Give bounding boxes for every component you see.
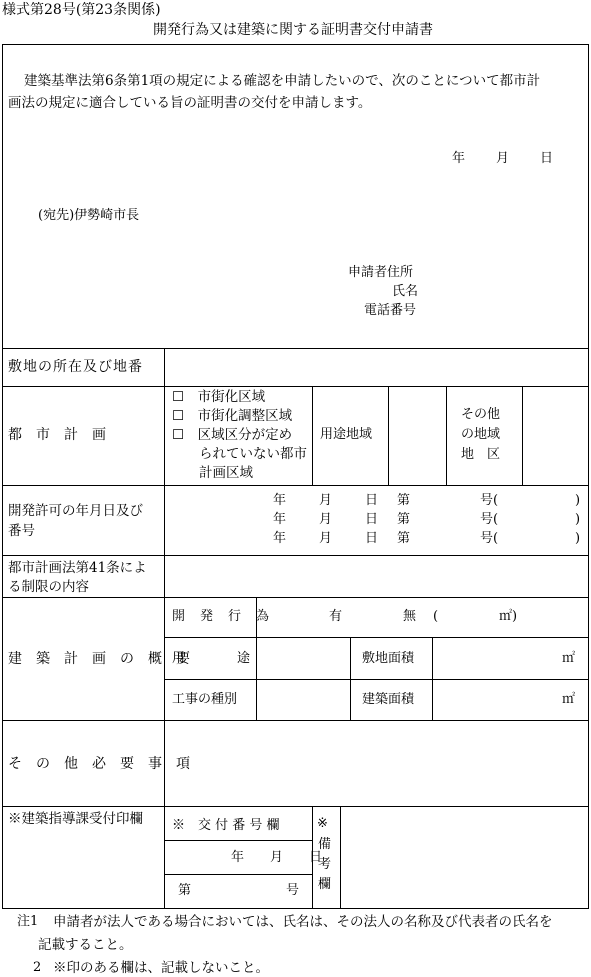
- date-month: 月: [496, 151, 510, 166]
- building-area-label: 建築面積: [362, 692, 415, 707]
- issue-dai: 第: [178, 883, 192, 898]
- rule-other-zone-right: [522, 386, 523, 485]
- article41-label: [8, 559, 147, 597]
- dev-paren-open: (: [433, 609, 439, 624]
- applicant-name-label: 氏名: [392, 284, 419, 299]
- use-zone-label: 用途地域: [320, 427, 373, 442]
- note1-line1: 申請者が法人である場合においては、氏名は、その法人の名称及び代表者の氏名を: [53, 914, 553, 930]
- dev-act-label: 開 発 行 為: [172, 609, 271, 624]
- issue-go: 号: [286, 883, 300, 898]
- permit-close: ): [575, 531, 581, 546]
- remarks-label: 備考欄: [318, 837, 332, 892]
- permit-month: 月: [319, 531, 333, 546]
- note1-prefix: 注1: [17, 914, 39, 929]
- other-items-label: そ の 他 必 要 事 項: [8, 756, 190, 772]
- rule-use: [164, 679, 589, 680]
- issue-month-day: 年 月 日: [231, 850, 323, 865]
- rule-label-column: [164, 348, 165, 909]
- rule-permit: [2, 555, 589, 556]
- reception-stamp-label: ※建築指導課受付印欄: [8, 811, 143, 827]
- note2-text: ※印のある欄は、記載しないこと。: [53, 960, 269, 976]
- permit-day: 日: [365, 531, 379, 546]
- rule-issue-number: [164, 840, 312, 841]
- date-day: 日: [540, 151, 554, 166]
- dev-no: 無: [403, 609, 417, 624]
- permit-dai: 第: [397, 531, 411, 546]
- rule-plan-area-label: [432, 637, 433, 720]
- dev-unit: ㎡): [499, 609, 518, 624]
- article41-line-2: る制限の内容: [8, 579, 89, 595]
- note1-line2: 記載すること。: [38, 937, 133, 953]
- rule-dev-act: [164, 637, 589, 638]
- form-number: 様式第28号(第23条関係): [2, 2, 161, 18]
- site-area-label: 敷地面積: [362, 651, 415, 666]
- intro-line-2: 画法の規定に適合している旨の証明書の交付を申請します。: [8, 95, 372, 111]
- applicant-address-label: 申請者住所: [348, 265, 414, 280]
- other-zone-line-1: その他: [461, 407, 501, 422]
- permit-dai: 第: [397, 493, 411, 508]
- permit-close: ): [575, 493, 581, 508]
- dev-yes: 有: [329, 609, 343, 624]
- rule-use-zone-right: [388, 386, 389, 485]
- site-area-unit: ㎡: [562, 651, 576, 666]
- permit-month: 月: [319, 512, 333, 527]
- article41-line-1: 都市計画法第41条によ: [8, 560, 147, 576]
- rule-remarks-right: [340, 806, 341, 909]
- site-location-label: 敷地の所在及び地番: [8, 359, 143, 375]
- permit-day: 日: [365, 512, 379, 527]
- zone-urbanization-control: ☐ 市街化調整区域: [172, 408, 293, 424]
- intro-line-1: 建築基準法第6条第1項の規定による確認を申請したいので、次のことについて都市計: [24, 73, 541, 89]
- addressee: (宛先)伊勢崎市長: [38, 208, 140, 223]
- building-area-unit: ㎡: [562, 692, 576, 707]
- rule-other-items: [2, 806, 589, 807]
- permit-year: 年: [273, 493, 287, 508]
- permit-dai: 第: [397, 512, 411, 527]
- other-zone-line-3: 地 区: [461, 447, 501, 462]
- rule-article41: [2, 597, 589, 598]
- permit-month: 月: [319, 493, 333, 508]
- rule-zones-right: [312, 386, 313, 485]
- other-zone-line-2: の地域: [461, 427, 501, 442]
- rule-city-plan: [2, 485, 589, 486]
- permit-label: [8, 501, 143, 541]
- zone-undivided-1: ☐ 区域区分が定め: [172, 427, 293, 443]
- rule-building-plan: [2, 720, 589, 721]
- permit-year: 年: [273, 512, 287, 527]
- permit-label-line-2: 番号: [8, 523, 35, 539]
- applicant-phone-label: 電話番号: [364, 303, 417, 318]
- zone-undivided-3: 計画区域: [172, 465, 253, 481]
- rule-use-zone-value-right: [446, 386, 447, 485]
- permit-year: 年: [273, 531, 287, 546]
- rule-issue-date: [164, 874, 312, 875]
- work-type-label: 工事の種別: [172, 692, 238, 707]
- rule-top-table: [2, 348, 589, 349]
- rule-plan-mid: [350, 637, 351, 720]
- rule-site-location: [2, 386, 589, 387]
- note2-prefix: 2: [33, 960, 42, 975]
- permit-close: ): [575, 512, 581, 527]
- form-title: 開発行為又は建築に関する証明書交付申請書: [153, 22, 433, 38]
- permit-day: 日: [365, 493, 379, 508]
- issue-number-label: ※ 交 付 番 号 欄: [172, 818, 280, 833]
- permit-go: 号(: [480, 531, 499, 546]
- use-label: 用 途: [172, 651, 251, 666]
- building-plan-label: 建 築 計 画 の 概 要: [8, 651, 190, 667]
- date-year: 年: [452, 151, 466, 166]
- remarks-mark: ※: [317, 816, 328, 831]
- city-plan-label: 都 市 計 画: [8, 427, 106, 443]
- permit-label-line-1: 開発許可の年月日及び: [8, 503, 143, 519]
- zone-list: [172, 388, 307, 483]
- permit-go: 号(: [480, 493, 499, 508]
- permit-go: 号(: [480, 512, 499, 527]
- other-zone-label: [461, 405, 500, 465]
- zone-urbanization: ☐ 市街化区域: [172, 389, 266, 405]
- zone-undivided-2: られていない都市: [172, 446, 307, 462]
